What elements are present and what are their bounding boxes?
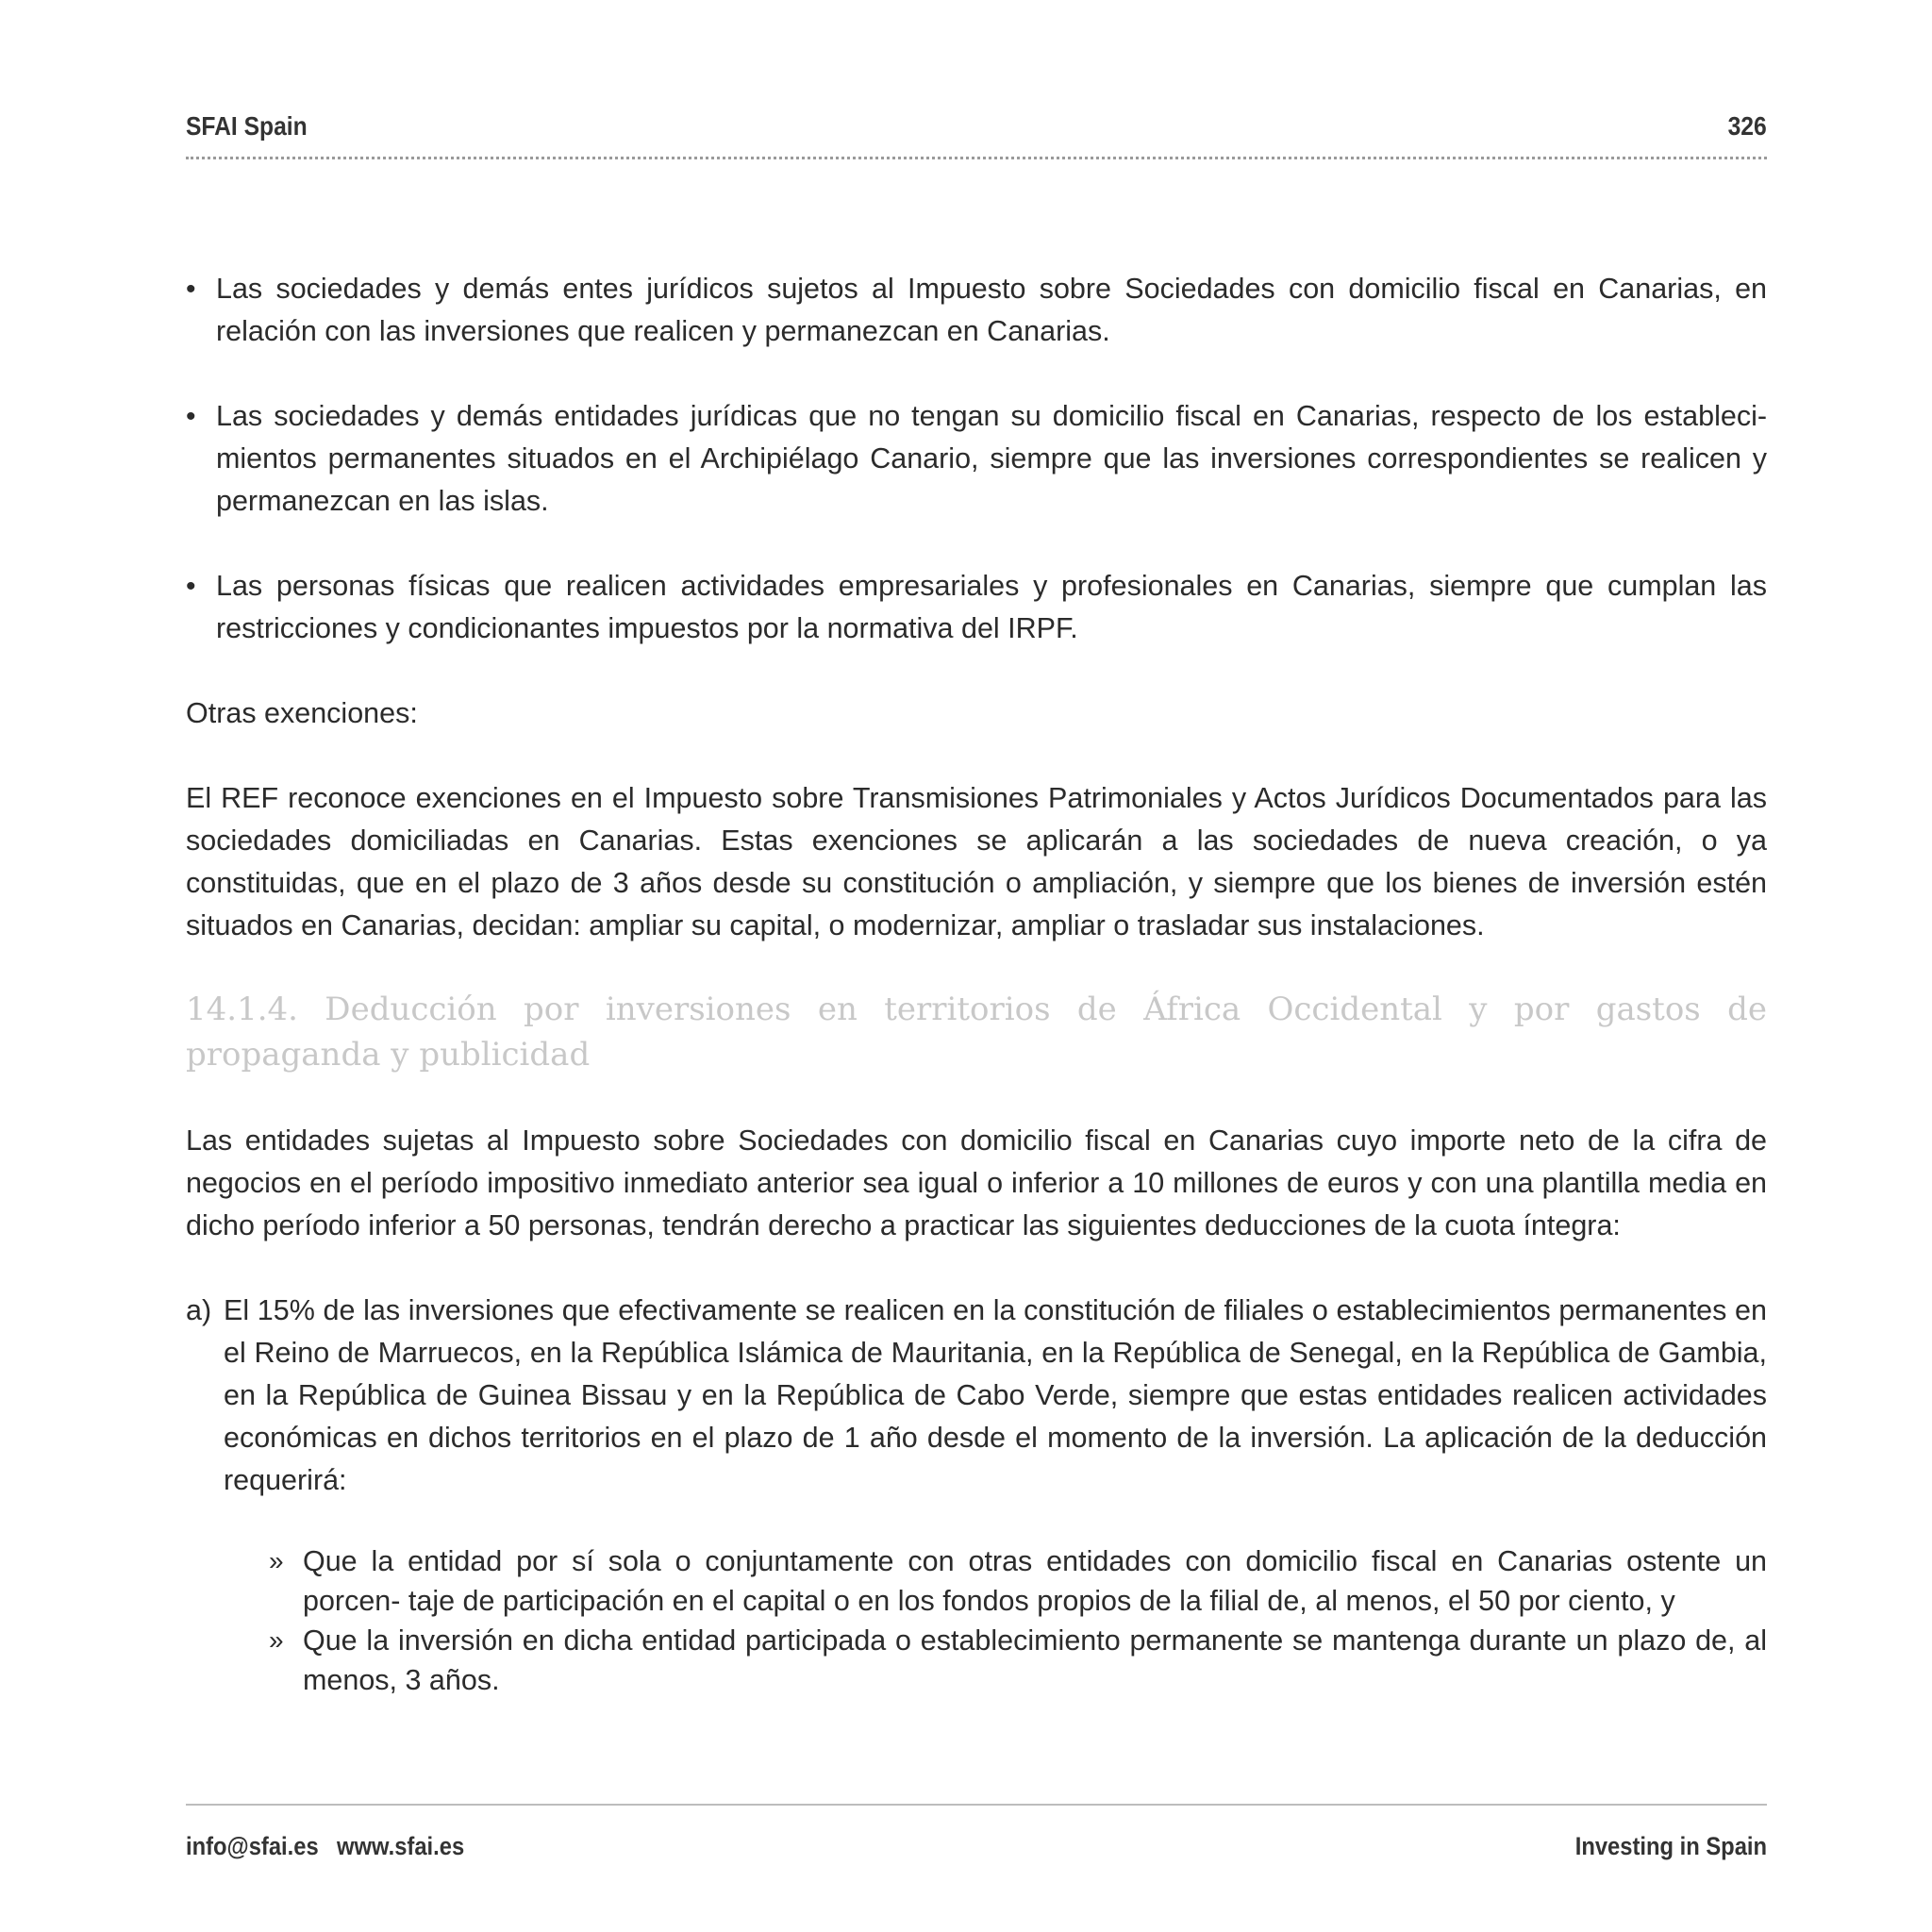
header-brand: SFAI Spain — [186, 111, 308, 141]
bullet-marker: • — [186, 571, 196, 602]
item-a-text: El 15% de las inversiones que efectivamente se realicen en la constitución de filiales o establecimientos permanentes en el Reino de Marruecos, en la República Islámica de Mauritania, en la República de Senegal, en la República de Gambia, en la República de Guinea Bissau y en la República de Cabo Verde, siempre que estas entidades realicen actividades económicas en dichos territorios en el plazo de 1 año desde el momento de la inversión. La aplicación de la deducción requerirá: — [224, 1294, 1767, 1496]
bullet-text: Las sociedades y demás entidades jurídicas que no tengan su domicilio fiscal en Canarias, respecto de los estableci- mientos permanentes situados en el Archipiélago Canario, siempre que las inversiones correspondientes se realicen y permanezcan en las islas. — [216, 400, 1767, 517]
bullet-marker: • — [186, 274, 196, 305]
otras-exenciones-label: Otras exenciones: — [186, 697, 418, 729]
footer-tagline: Investing in Spain — [1574, 1832, 1767, 1860]
footer-contact — [186, 1832, 464, 1861]
list-item — [186, 268, 1767, 353]
bullet-marker: • — [186, 401, 196, 432]
bullet-text: Las personas físicas que realicen actividades empresariales y profesionales en Canarias, siempre que cumplan las restricciones y condicionantes impuestos por la normativa del IRPF. — [216, 570, 1767, 644]
requirement-text: Que la inversión en dicha entidad participada o establecimiento permanente se mantenga durante un plazo de, al menos, 3 años. — [303, 1624, 1767, 1696]
list-item — [269, 1621, 1767, 1700]
enumerated-item-a — [186, 1290, 1767, 1700]
chevron-marker: » — [269, 1546, 284, 1575]
page-footer — [186, 1804, 1767, 1860]
page-body — [186, 268, 1767, 1700]
paragraph-ref: El REF reconoce exenciones en el Impuesto sobre Transmisiones Patrimoniales y Actos Jurídicos Documentados para las sociedades domiciliadas en Canarias. Estas exenciones se aplicarán a las sociedades de nueva creación, o ya constituidas, que en el plazo de 3 años desde su constitución o ampliación, y siempre que los bienes de inversión estén situados en Canarias, decidan: ampliar su capital, o modernizar, ampliar o trasladar sus instalaciones. — [186, 782, 1767, 941]
page-number: 326 — [1727, 111, 1767, 141]
footer-website: www.sfai.es — [337, 1832, 465, 1860]
footer-email: info@sfai.es — [186, 1832, 319, 1860]
item-marker: a) — [186, 1294, 212, 1326]
requirements-list — [224, 1541, 1767, 1700]
page-header — [186, 106, 1767, 162]
section-heading: 14.1.4. Deducción por inversiones en territorios de África Occidental y por gastos de propaganda y publicidad — [186, 991, 1767, 1074]
bullet-text: Las sociedades y demás entes jurídicos sujetos al Impuesto sobre Sociedades con domicilio fiscal en Canarias, en relación con las inversiones que realicen y permanezcan en Canarias. — [216, 273, 1767, 347]
bullet-list — [186, 268, 1767, 650]
footer-rule — [186, 1804, 1767, 1806]
header-dotted-rule — [186, 157, 1767, 159]
list-item — [186, 395, 1767, 523]
requirement-text: Que la entidad por sí sola o conjuntamente con otras entidades con domicilio fiscal en Canarias ostente un porcen- taje de participación en el capital o en los fondos propios de la filial de, al menos, el 50 por ciento, y — [303, 1545, 1767, 1617]
list-item — [269, 1541, 1767, 1621]
chevron-marker: » — [269, 1625, 284, 1655]
paragraph-entidades: Las entidades sujetas al Impuesto sobre Sociedades con domicilio fiscal en Canarias cuyo importe neto de la cifra de negocios en el período impositivo inmediato anterior sea igual o inferior a 10 millones de euros y con una plantilla media en dicho período inferior a 50 personas, tendrán derecho a practicar las siguientes deducciones de la cuota íntegra: — [186, 1124, 1767, 1241]
list-item — [186, 565, 1767, 650]
